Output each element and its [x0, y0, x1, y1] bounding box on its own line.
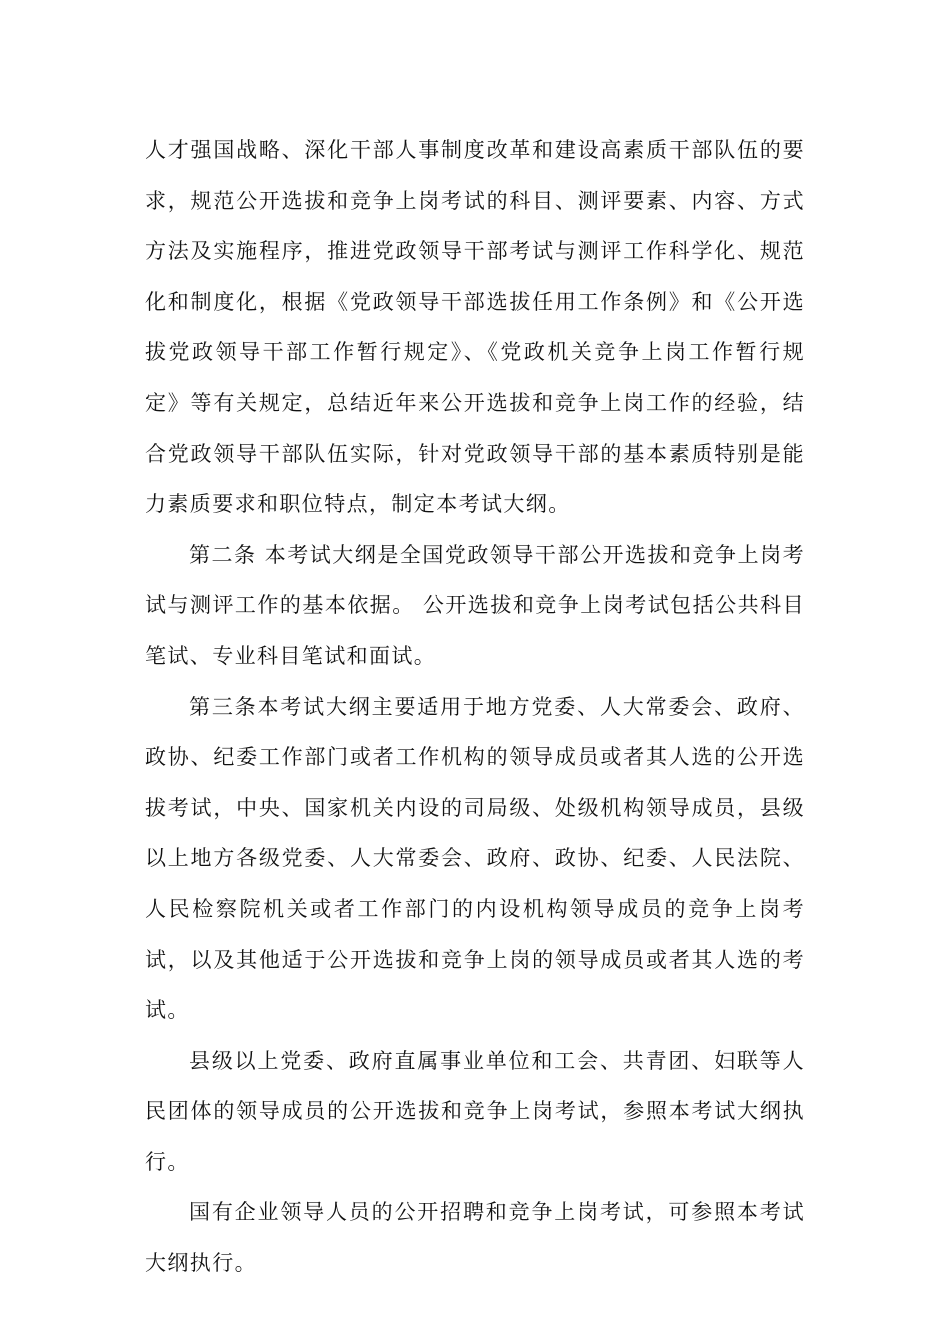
document-body [145, 125, 805, 1289]
paragraph-continuation: 人才强国战略、深化干部人事制度改革和建设高素质干部队伍的要求，规范公开选拔和竞争上岗考试的科目、测评要素、内容、方式方法及实施程序，推进党政领导干部考试与测评工作科学化、规范化和制度化，根据《党政领导干部选拔任用工作条例》和《公开选拔党政领导干部工作暂行规定》、《党政机关竞争上岗工作暂行规定》等有关规定，总结近年来公开选拔和竞争上岗工作的经验，结合党政领导干部队伍实际，针对党政领导干部的基本素质特别是能力素质要求和职位特点，制定本考试大纲。 [145, 138, 805, 517]
paragraph-article-3: 第三条本考试大纲主要适用于地方党委、人大常委会、政府、政协、纪委工作部门或者工作机构的领导成员或者其人选的公开选拔考试，中央、国家机关内设的司局级、处级机构领导成员，县级以上地方各级党委、人大常委会、政府、政协、纪委、人民法院、人民检察院机关或者工作部门的内设机构领导成员的竞争上岗考试，以及其他适于公开选拔和竞争上岗的领导成员或者其人选的考试。 [145, 694, 805, 1023]
paragraph-state-enterprises: 国有企业领导人员的公开招聘和竞争上岗考试，可参照本考试大纲执行。 [145, 1200, 805, 1276]
paragraph-article-2: 第二条 本考试大纲是全国党政领导干部公开选拔和竞争上岗考试与测评工作的基本依据。 公开选拔和竞争上岗考试包括公共科目笔试、专业科目笔试和面试。 [145, 542, 805, 668]
paragraph-public-institutions: 县级以上党委、政府直属事业单位和工会、共青团、妇联等人民团体的领导成员的公开选拔和竞争上岗考试，参照本考试大纲执行。 [145, 1048, 805, 1174]
